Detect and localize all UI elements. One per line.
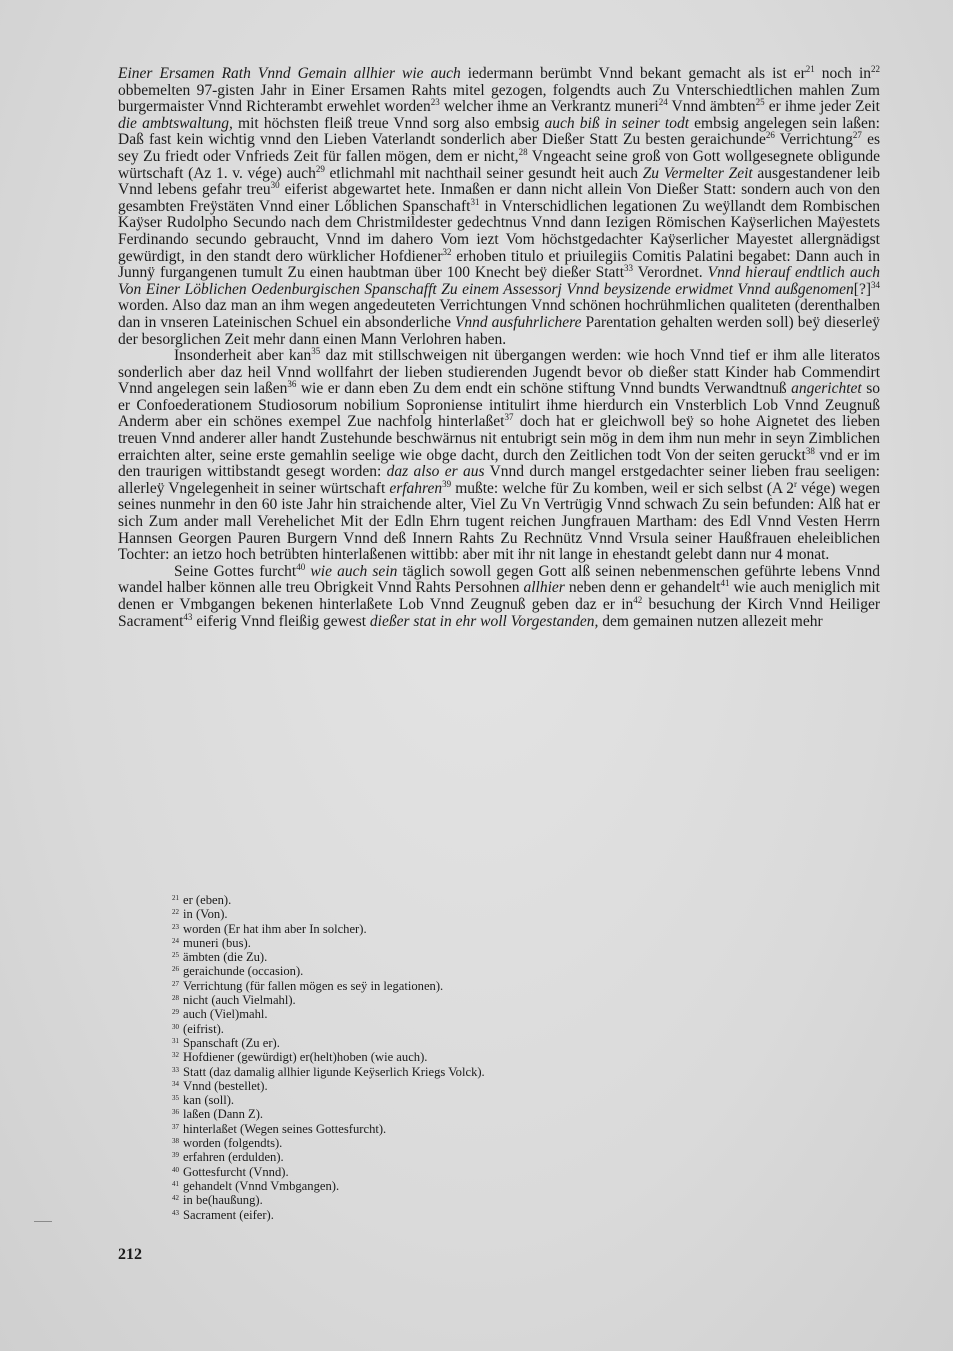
footnote-ref: 33 [624, 263, 634, 274]
footnote: 33 Statt (daz damalig allhier ligunde Keÿserlich Kriegs Volck). [172, 1064, 485, 1079]
italic-span: allhier [523, 579, 565, 597]
footnote-ref: 38 [805, 445, 815, 456]
text-span: [?] [853, 280, 871, 298]
footnote-ref: 26 [765, 130, 775, 141]
text-span: Seine Gottes furcht [174, 562, 297, 580]
footnote-ref: 42 [633, 595, 643, 605]
footnotes [172, 893, 732, 1222]
page-number: 212 [118, 1246, 142, 1263]
text-span: mit höchsten fleiß treue Vnnd sorg also embsig [232, 114, 545, 132]
text-span: erhoben titulo et priuilegiis Comitis Palatini begabet: Dann auch in Junnÿ furgangenen tumult Zu einen haubtman über 100 Knecht beÿ dießer Statt [118, 247, 880, 282]
footnote-text: Gottesfurcht (Vnnd). [183, 1164, 289, 1179]
footnote: 21 er (eben). [172, 893, 232, 907]
text-span: vége) wegen seines nunmehr in den 60 iste Jahr hin straichende alter, Viel Zu Vn Vertrügig Vnnd schwach Zu sein befunden: Alß hat er sich Zum ander mall Verehelichet Mit der Edln Ehrn tugent reichen Jungfrauen Martham: des Edl Vnnd Vesten Herrn Hannsen Georgen Pauren Burgern Vnnd deß Innern Rahts Zu Rechnütz Vnnd Vrsula seiner Haußfrauen eheleiblichen Tochter: an ietzo hoch betrübten hinterlaßenen wittibb: aber mit ihr nit lange in ehestandt gelebt dann nur 4 monat. [118, 479, 880, 564]
body-text [118, 66, 880, 630]
footnote-ref: 35 [311, 346, 321, 357]
footnote: 28 nicht (auch Vielmahl). [172, 993, 296, 1008]
margin-mark [34, 1221, 52, 1222]
text-span: worden. Also daz man an ihm wegen angedeuteten Verrichtungen Vnnd schönen hochrühmlichen qualiteten (derenthalben dan in vnseren Lateinischen Schuel ein absonderliche [118, 297, 880, 331]
text-span: daz mit stillschweigen nit übergangen werden: wie hoch Vnnd tief er ihm alle literatos sonderlich aber daz heil Vnnd wollfahrt der lieben studierenden Jugendt bevor ob dießer statt Kinder hab Commendirt Vnnd angelegen sein laßen [118, 347, 880, 398]
footnote: 26 geraichunde (occasion). [172, 964, 304, 979]
text-span: noch in [814, 65, 871, 82]
footnote-ref: 28 [518, 146, 528, 157]
text-span: welcher ihme an Verkrantz muneri [439, 98, 659, 116]
footnote: 23 worden (Er hat ihm aber In solcher). [172, 921, 367, 936]
footnote: 35 kan (soll). [172, 1093, 235, 1108]
text-span: in Vnterschidlichen legationen Zu weÿllandt dem Rombischen Kaÿser Rudolpho Secundo nach dem Christmildester gedechtnus Vnnd dann Iezigen Römischen Kaÿserlichen Maÿestets Ferdinando secundo gebraucht, Vnnd im dahero Vom iezt Vom höchstgedachter Kaÿserlicher Mayestet allergnädigst gewürdigt, in den standt dero würklicher Hofdiener [118, 197, 881, 265]
footnote: 39 erfahren (erdulden). [172, 1150, 284, 1165]
italic-span: erfahren [389, 479, 443, 497]
footnote-ref: 22 [871, 64, 880, 74]
footnote: 25 ämbten (die Zu). [172, 950, 268, 965]
text-span: Vnnd ämbten [667, 98, 756, 116]
footnote-text: muneri (bus). [183, 935, 251, 950]
footnote-text: worden (folgendts). [183, 1136, 283, 1151]
footnote-text: kan (soll). [183, 1093, 235, 1108]
footnote-text: nicht (auch Vielmahl). [183, 993, 296, 1008]
footnote-text: er (eben). [183, 893, 232, 907]
text-span: etlichmahl mit nachthail seiner gesundt heit auch [324, 164, 643, 182]
footnote-text: in be(haußung). [183, 1193, 263, 1208]
text-span: dem gemainen nutzen allezeit mehr [598, 612, 823, 630]
footnote-ref: 24 [658, 97, 668, 108]
paragraph [118, 66, 880, 348]
footnote: 29 auch (Viel)mahl. [172, 1007, 268, 1022]
footnote-text: hinterlaßet (Wegen seines Gottesfurcht). [183, 1121, 387, 1136]
footnote-ref: 32 [442, 246, 452, 257]
text-span: wie er dann eben Zu dem endt ein schöne stiftung Vnnd bundts Verwandtnuß [296, 380, 792, 398]
italic-span: daz also er aus [386, 463, 485, 481]
footnote-ref: r [794, 478, 798, 489]
footnote-ref: 41 [720, 578, 730, 589]
paragraph [118, 561, 881, 630]
footnote-text: (eifrist). [183, 1021, 224, 1036]
text-span: Insonderheit aber kan [174, 347, 312, 365]
footnote-text: Sacrament (eifer). [183, 1207, 274, 1222]
italic-span: Einer Ersamen Rath Vnnd Gemain allhier wie auch [118, 65, 461, 82]
italic-span: Vnnd hierauf endtlich auch Von Einer Löblichen Oedenburgischen Spanschafft Zu einem Assessorj Vnnd beysizende erwidmet Vnnd außgenomen [118, 264, 880, 298]
italic-span: angerichtet [791, 380, 862, 398]
footnote-ref: 40 [296, 561, 306, 572]
footnote-ref: 43 [183, 611, 193, 622]
text-span: obbemelten 97-gisten Jahr in Einer Ersamen Rahts mitel gezogen, folgendts auch Zu Vnterschiedtlichen mahlen Zum burgermaister Vnnd Richterambt erwehlet worden [118, 81, 880, 116]
footnote: 30 (eifrist). [172, 1021, 224, 1036]
footnote-ref: 37 [504, 412, 514, 423]
footnote-text: Vnnd (bestellet). [183, 1078, 268, 1093]
text-span: so er Confoederationem Studiosorum nobilium Sopronienѕe intitulirt ihme hierdurch ein Vnsterblich Lob Vnnd Zeugnuß Anderm aber ein schönes exempel Zue nachfolg hinterlaßet [118, 380, 880, 431]
text-span: wie auch meniglich mit denen er Vmbgangen bekenen hinterlaßete Lob Vnnd Zeugnuß geben daz er in [118, 579, 880, 613]
text-span: embsig angelegen sein laßen: Daß fast kein wichtig vnnd den Lieben Vaterlandt sonderlich aber Dießer Statt Zu besten geraichunde [118, 114, 880, 149]
footnote-ref: 25 [755, 97, 765, 108]
text-span: vnd er im den traurigen wittibstandt gesegt worden: [118, 446, 881, 481]
italic-span: dießer stat in ehr woll Vorgestanden, [369, 612, 599, 630]
footnote-text: auch (Viel)mahl. [183, 1007, 268, 1022]
footnote-text: gehandelt (Vnnd Vmbgangen). [183, 1178, 340, 1193]
footnote: 41 gehandelt (Vnnd Vmbgangen). [172, 1178, 340, 1193]
text-span: Vnnd durch mangel erstgedachter seiner lieben frau seeligen: allerleÿ Vngelegenheit in seiner würtschaft [118, 463, 880, 497]
footnote-ref: 23 [430, 97, 440, 108]
footnote: 40 Gottesfurcht (Vnnd). [172, 1164, 289, 1179]
footnote: 34 Vnnd (bestellet). [172, 1078, 268, 1093]
footnote-ref: 31 [470, 196, 480, 207]
italic-span: auch biß in seiner todt [544, 114, 690, 132]
text-span: täglich sowoll gegen Gott alß seinen nebenmenschen geführte lebens Vnnd wandel halber können alle treu Obrigkeit Vnnd Rahts Persohnen [118, 562, 881, 597]
footnote-text: Statt (daz damalig allhier ligunde Keÿserlich Kriegs Volck). [183, 1064, 485, 1079]
text-span: besuchung der Kirch Vnnd Heiliger Sacrament [118, 596, 880, 630]
paragraph [118, 348, 880, 564]
footnote: 43 Sacrament (eifer). [172, 1207, 274, 1222]
footnote-text: erfahren (erdulden). [183, 1150, 284, 1165]
text-span: neben denn er gehandelt [564, 579, 721, 597]
italic-span: die ambtswaltung, [118, 114, 233, 132]
footnote-ref: 30 [270, 180, 280, 191]
text-span: er ihme jeder Zeit [764, 98, 880, 116]
text-span: mußte: welche für Zu komben, weil er sich selbst (A 2 [451, 479, 795, 497]
footnote: 42 in be(haußung). [172, 1193, 263, 1208]
text-span: iedermann berümbt Vnnd bekant gemacht als ist er [460, 65, 806, 82]
footnote-ref: 34 [871, 279, 880, 290]
text-span: eiferig Vnnd fleißig gewest [192, 612, 370, 630]
text-span: ausgestandener leib Vnnd lebens gefahr treu [118, 164, 880, 199]
footnote-ref: 29 [315, 163, 325, 174]
text-span: es sey Zu friedt oder Vnfrieds Zeit für fallen mögen, dem er nicht, [118, 131, 880, 165]
italic-span: Zu Vermelter Zeit [642, 164, 753, 182]
text-span: doch hat er gleichwoll beÿ so hohe Aignetet des lieben treuen Vnnd anderer aller handt Zustehunde beschwärnus nit entubrigt sein mög in dem ihm nun mehr in seyn Zimblichen erraichten alter, seine erste gemahlin seelige wie obge dacht, durch den Zeitlichen todt Von der seiten geruckt [118, 413, 880, 464]
footnote-text: Verrichtung (für fallen mögen es seÿ in legationen). [183, 978, 444, 993]
text-span: Parentation gehalten werden soll) beÿ dieserleÿ der besorglichen Zeit mehr dann einen Mann Verlohren haben. [118, 313, 881, 348]
footnote-text: in (Von). [183, 907, 228, 922]
footnote-text: Hofdiener (gewürdigt) er(helt)hoben (wie auch). [183, 1050, 428, 1065]
text-span: Verordnet. [633, 264, 708, 282]
footnote: 38 worden (folgendts). [172, 1136, 283, 1151]
footnote: 24 muneri (bus). [172, 935, 251, 950]
footnote-ref: 39 [442, 478, 452, 489]
footnote: 36 laßen (Dann Z). [172, 1107, 264, 1122]
italic-span: wie auch sein [310, 562, 398, 580]
footnote-text: geraichunde (occasion). [183, 964, 304, 979]
text-span: Vngeacht seine groß von Gott wollgesegnete obligunde würtschaft (Az 1. v. vége) auch [118, 147, 880, 182]
footnote-ref: 27 [852, 130, 862, 141]
footnote: 37 hinterlaßet (Wegen seines Gottesfurcht). [172, 1121, 387, 1136]
footnote-text: Spanschaft (Zu er). [183, 1035, 280, 1050]
footnote: 27 Verrichtung (für fallen mögen es seÿ in legationen). [172, 978, 444, 993]
text-span: eiferist abgewartet hete. Inmaßen er dann nicht allein Von Dießer Statt: sondern auch von den gesambten Freÿstäten Vnnd einer Lőblichen Spanschaft [118, 181, 880, 215]
footnote-ref: 36 [287, 379, 297, 390]
italic-span: Vnnd ausfuhrlichere [454, 313, 582, 331]
footnote-ref: 21 [805, 64, 815, 74]
footnote-text: laßen (Dann Z). [183, 1107, 264, 1122]
footnote: 31 Spanschaft (Zu er). [172, 1035, 280, 1050]
footnote-text: worden (Er hat ihm aber In solcher). [183, 921, 367, 936]
footnote: 32 Hofdiener (gewürdigt) er(helt)hoben (wie auch). [172, 1050, 428, 1065]
footnote-text: ämbten (die Zu). [183, 950, 268, 965]
footnote: 22 in (Von). [172, 907, 228, 922]
text-span: Verrichtung [774, 131, 853, 149]
